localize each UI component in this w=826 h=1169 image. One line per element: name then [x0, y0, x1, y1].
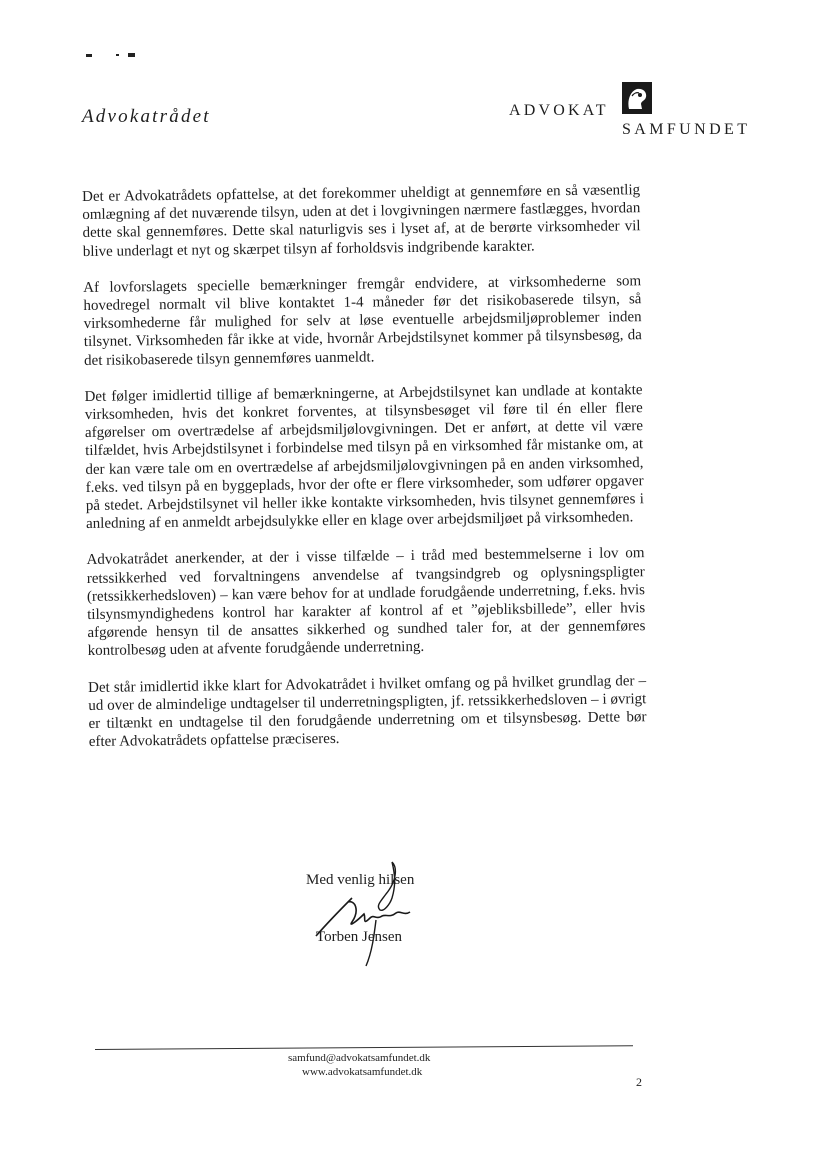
- body-paragraph: Af lovforslagets specielle bemærkninger fremgår endvidere, at virksomhederne som hovedregel normalt vil blive kontaktet 1-4 måneder før det risikobaserede tilsyn, så virksomhederne får mulighed for selv at løse eventuelle arbejdsmiljøproblemer inden tilsynet. Virksomheden får ikke at vide, hvornår Arbejdstilsynet kommer på tilsynsbesøg, da det risikobaserede tilsyn gennemføres uanmeldt.: [83, 272, 642, 369]
- body-paragraph: Det følger imidlertid tillige af bemærkningerne, at Arbejdstilsynet kan undlade at kontakte virksomheden, hvis det konkret forventes, at tilsynsbesøget vil føre til én eller flere afgørelser om overtrædelse af arbejdsmiljølovgivningen. Det er anført, at dette vil være tilfældet, hvis Arbejdstilsynet i forbindelse med tilsyn på en virksomhed får mistanke om, at der kan være tale om en overtrædelse af arbejdsmiljølovgivningen på en anden virksomhed, f.eks. ved tilsyn på en byggeplads, hvor der ofte er flere virksomheder, som udfører opgaver på stedet. Arbejdstilsynet vil heller ikke kontakte virksomheden, hvis tilsynet gennemføres i anledning af en anmeldt arbejdsulykke eller en klage over arbejdsmiljøet på virksomheden.: [84, 381, 644, 533]
- sender-name: Advokatrådet: [82, 106, 211, 127]
- footer-divider: [95, 1045, 633, 1050]
- footer-email: samfund@advokatsamfundet.dk: [288, 1052, 431, 1064]
- footer-website: www.advokatsamfundet.dk: [302, 1066, 423, 1078]
- body-paragraph: Advokatrådet anerkender, at der i visse tilfælde – i tråd med bestemmelserne i lov om retssikkerhed ved forvaltningens anvendelse af tvangsindgreb og oplysningspligter (retssikkerhedsloven) – kan være behov for at undlade forudgående underretning, f.eks. hvis tilsynsmyndighedens kontrol har karakter af kontrol af et ”øjebliksbillede”, eller hvis afgørende hensyn til de ansattes sikkerhed og sundhed taler for, at der gennemføres kontrolbesøg uden at afvente forudgående underretning.: [86, 545, 646, 660]
- advokatsamfundet-logo: [509, 82, 771, 142]
- page-number: 2: [636, 1075, 642, 1089]
- body-paragraph: Det er Advokatrådets opfattelse, at det forekommer uheldigt at gennemføre en så væsentlig omlægning af det nuværende tilsyn, uden at det i lovgivningen nærmere fastlægges, hvordan dette skal gennemføres. Dette skal naturligvis ses i lyset af, at de berørte virksomheder vil blive underlagt et nyt og skærpet tilsyn af forholdsvis indgribende karakter.: [82, 182, 641, 260]
- body-paragraph: Det står imidlertid ikke klart for Advokatrådet i hvilket omfang og på hvilket grundlag der – ud over de almindelige undtagelser til underretningspligten, jf. retssikkerhedsloven – i øvrigt er tiltænkt en undtagelse til den forudgående underretning om et tilsynsbesøg. Dette bør efter Advokatrådets opfattelse præciseres.: [88, 672, 647, 751]
- handwritten-signature: [300, 858, 450, 968]
- logo-word-advokat: ADVOKAT: [509, 102, 609, 119]
- letter-body: [82, 181, 647, 769]
- signer-name: Torben Jensen: [316, 929, 403, 945]
- closing-greeting: Med venlig hilsen: [306, 872, 415, 888]
- advokatsamfundet-logo-icon: [622, 82, 652, 114]
- logo-word-samfundet: SAMFUNDET: [622, 121, 751, 138]
